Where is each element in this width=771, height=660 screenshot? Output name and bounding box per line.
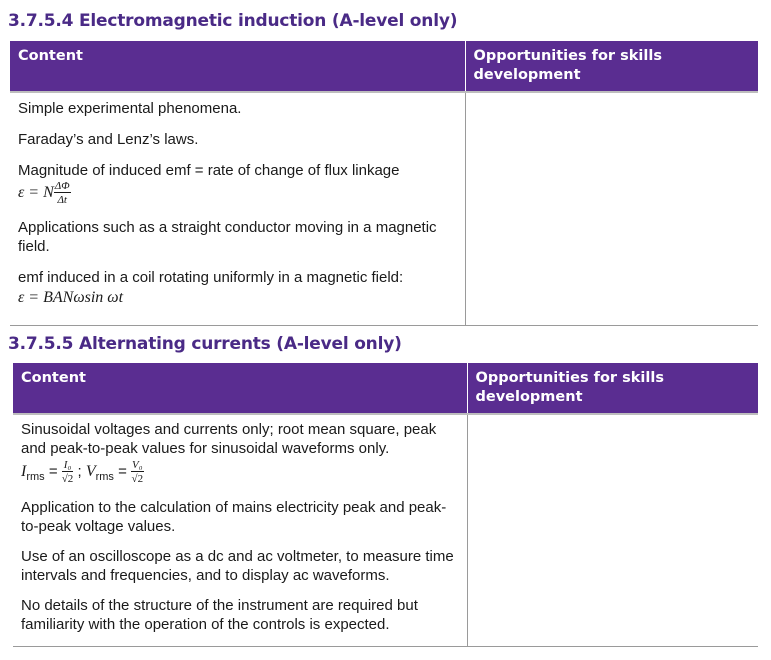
content-paragraph: No details of the structure of the instrument are required but familiarity with the operation of the controls is expected. — [21, 597, 418, 633]
content-paragraph: Use of an oscilloscope as a dc and ac voltmeter, to measure time intervals and frequencies, and to display ac waveforms. — [21, 548, 454, 584]
table-header-row — [10, 41, 758, 92]
formula-current-symbol: I — [21, 462, 27, 480]
electromagnetic-induction-table — [10, 41, 758, 326]
section-heading-alternating-currents: 3.7.5.5 Alternating currents (A-level only) — [8, 334, 402, 354]
formula-rms-subscript: rms — [95, 470, 114, 483]
formula-voltage-symbol: V — [85, 462, 96, 480]
content-cell — [10, 92, 465, 326]
formula-lhs: ε = N — [18, 183, 54, 201]
column-header-skills: Opportunities for skills development — [467, 363, 758, 414]
formula-fraction — [54, 181, 71, 205]
content-paragraph: emf induced in a coil rotating uniformly in a magnetic field: — [18, 269, 404, 286]
column-header-skills: Opportunities for skills development — [465, 41, 758, 92]
formula-denominator: √2 — [131, 473, 144, 485]
alternating-currents-table — [13, 363, 758, 647]
column-header-content: Content — [10, 41, 465, 92]
formula-fraction — [131, 460, 144, 484]
content-paragraph: Faraday’s and Lenz’s laws. — [18, 131, 199, 148]
table-row — [10, 92, 758, 326]
section-heading-electromagnetic-induction: 3.7.5.4 Electromagnetic induction (A-level only) — [8, 11, 458, 31]
formula-rms-subscript: rms — [26, 470, 45, 483]
formula-equals: = — [118, 462, 127, 480]
formula-rotating-coil: ε = BANωsin ωt — [18, 289, 124, 306]
column-header-content: Content — [13, 363, 467, 414]
content-paragraph: Sinusoidal voltages and currents only; root mean square, peak and peak-to-peak values for sinusoidal waveforms only. — [21, 421, 437, 457]
formula-rms — [21, 460, 459, 488]
formula-numerator: V₀ — [132, 459, 143, 471]
content-cell — [13, 414, 467, 647]
content-paragraph: Applications such as a straight conductor moving in a magnetic field. — [18, 219, 437, 255]
skills-cell — [465, 92, 758, 326]
formula-denominator: Δt — [57, 194, 67, 206]
content-paragraph: Magnitude of induced emf = rate of change of flux linkage — [18, 162, 400, 179]
formula-separator: ; — [77, 462, 82, 480]
content-paragraph: Simple experimental phenomena. — [18, 100, 242, 117]
content-paragraph: Application to the calculation of mains electricity peak and peak-to-peak voltage values. — [21, 499, 447, 535]
formula-fraction — [62, 460, 74, 484]
formula-numerator: I₀ — [62, 460, 74, 472]
table-header-row — [13, 363, 758, 414]
table-row — [13, 414, 758, 647]
formula-numerator: ΔΦ — [54, 180, 70, 192]
formula-denominator: √2 — [61, 473, 74, 485]
formula-equals: = — [48, 462, 58, 480]
skills-cell — [467, 414, 758, 647]
formula-induced-emf — [18, 181, 457, 207]
